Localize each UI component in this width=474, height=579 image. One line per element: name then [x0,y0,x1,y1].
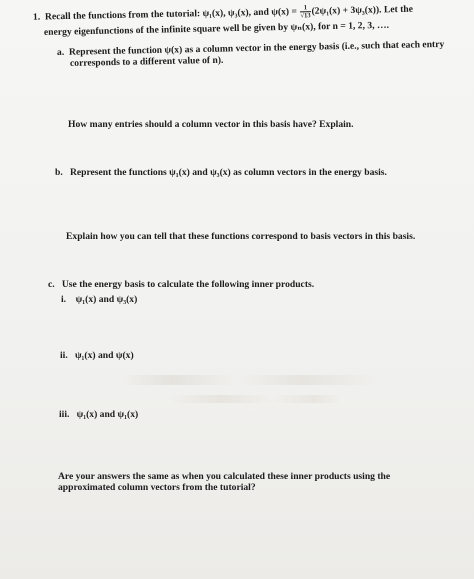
part-b-label: b. [55,167,63,178]
part-c-line [48,279,314,290]
part-c-label: c. [48,279,55,290]
closing-question-line-1: Are your answers the same as when you calculated these inner products using the [58,471,391,482]
item-label: ii. [60,350,68,361]
part-c-item-iii [59,409,138,420]
item-label: i. [61,294,67,305]
item-text: ψ₁(x) and ψ₃(x) [75,294,138,305]
problem-number: 1. [32,11,41,23]
bleed-through-mark [170,395,340,403]
problem-intro-line-2: energy eigenfunctions of the infinite square well be given by ψₙ(x), for n = 1, 2, 3, …. [43,19,390,38]
bleed-through-mark [120,375,380,385]
intro-text-a: Recall the functions from the tutorial: ψ₁(x), ψ₃(x), and ψ(x) = [44,6,298,23]
item-text: ψ₁(x) and ψ₁(x) [76,409,139,420]
item-label: iii. [59,409,70,420]
part-b-question: Explain how you can tell that these functions correspond to basis vectors in this basis. [66,231,416,242]
closing-question-line-2: approximated column vectors from the tutorial? [58,482,256,493]
part-c-item-ii [60,350,134,361]
part-c-text: Use the energy basis to calculate the following inner products. [61,279,315,290]
part-a-line-1 [57,39,444,58]
part-c-item-i [61,294,137,305]
item-text: ψ₁(x) and ψ(x) [74,350,134,361]
fraction-one-over-root-13: $\frac{1}{√13}$ [300,4,311,20]
part-a-text: Represent the function ψ(x) as a column vector in the energy basis (i.e., such that each entry [68,38,445,58]
part-a-line-2: corresponds to a different value of n). [69,54,224,69]
part-b-line [55,167,387,178]
part-b-text: Represent the functions ψ₁(x) and ψ₃(x) as column vectors in the energy basis. [69,167,387,178]
intro-text-b: (2ψ₁(x) + 3ψ₃(x)). Let the [311,3,414,17]
part-a-question: How many entries should a column vector in this basis have? Explain. [68,119,354,130]
part-a-label: a. [56,46,65,58]
